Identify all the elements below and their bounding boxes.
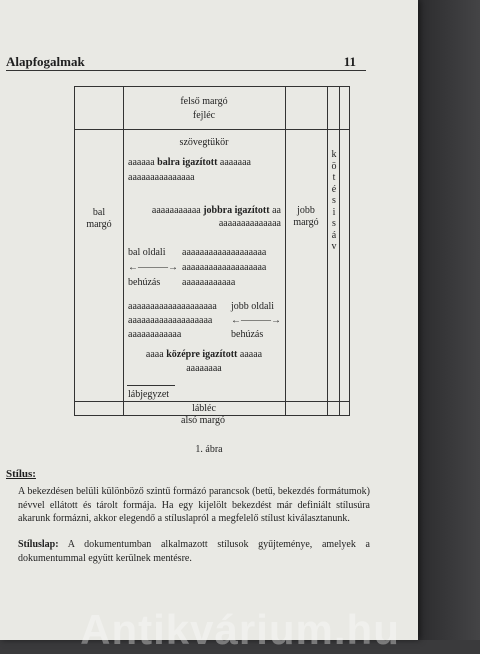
left-indent-arrow: ←———→ [128,262,178,273]
binding-letter: á [331,229,337,241]
right-indent-label-2: behúzás [231,329,264,340]
binding-letter: s [332,218,336,229]
stiluslap-text: A dokumentumban alkalmazott stílusok gyűjteménye, amelyek a dokumentummal együtt kerülnek mentésre. [18,539,370,564]
stilus-definition: A bekezdésen belüli különböző szintű formázó parancsok (betű, bekezdés formátumok) névvel ellátott és tárolt formája. Ha egy kijelölt bekezdést már definiált stílusúra akarunk formázni, akkor elegendő a stíluslapról a megfelelő stílust kiválasztanunk. [18,486,370,524]
binding-letter: é [331,183,337,195]
binding-line-right [339,87,340,415]
footnote-label: lábjegyzet [128,389,170,400]
binding-letter: k [331,149,337,160]
binding-letter: v [331,241,337,252]
watermark: Antikvárium.hu [80,606,400,653]
page-header [6,52,366,71]
left-indent-label: bal oldali [128,247,166,258]
footer-label: lábléc [192,403,216,414]
left-align-line-2: aaaaaaaaaaaaaaa [128,172,195,183]
right-indent-label: jobb oldali [231,301,275,312]
right-indent-text-1: aaaaaaaaaaaaaaaaaaaa [128,301,217,312]
header-label: fejléc [192,110,216,121]
right-margin-line [285,87,286,415]
background-shadow [418,0,480,640]
binding-letter: i [332,206,336,218]
right-indent-arrow: ←———→ [231,315,281,326]
center-align-line-1: aaaa középre igazított aaaaa [145,349,263,360]
page-number: 11 [343,54,356,69]
right-indent-text-2: aaaaaaaaaaaaaaaaaaa [128,315,213,326]
left-indent-label-2: behúzás [128,277,161,288]
left-margin-label-2: margó [86,219,112,230]
right-align-line-2: aaaaaaaaaaaaaa [218,218,281,229]
left-indent-text-1: aaaaaaaaaaaaaaaaaaa [182,247,267,258]
footer-divider [75,401,349,402]
right-indent-text-3: aaaaaaaaaaaa [128,329,182,340]
left-indent-text-3: aaaaaaaaaaaa [182,277,236,288]
header-divider [75,129,349,130]
binding-line-left [327,87,328,415]
center-align-line-2: aaaaaaaa [186,363,222,374]
left-indent-text-2: aaaaaaaaaaaaaaaaaaa [182,262,267,273]
right-margin-label-1: jobb [297,205,315,216]
text-body-label: szövegtükör [179,137,229,148]
right-margin-label-2: margó [293,217,319,228]
top-margin-label: felső margó [180,96,228,107]
stiluslap-definition [18,538,370,565]
stilus-heading: Stílus: [6,468,36,480]
binding-letter: s [332,195,336,206]
stiluslap-heading: Stíluslap: [18,539,59,550]
binding-letter: t [332,172,336,183]
footnote-rule [127,385,175,386]
binding-strip-label [329,149,339,253]
figure-caption: 1. ábra [195,444,223,455]
binding-letter: ö [331,160,337,172]
left-margin-label-1: bal [92,207,106,218]
page-layout-diagram [74,86,350,416]
page-title: Alapfogalmak [6,54,85,69]
left-align-line-1: aaaaaa balra igazított aaaaaaa [128,157,251,168]
bottom-margin-label: alsó margó [181,415,225,426]
right-align-line-1: aaaaaaaaaaa jobbra igazított aa [151,205,281,216]
